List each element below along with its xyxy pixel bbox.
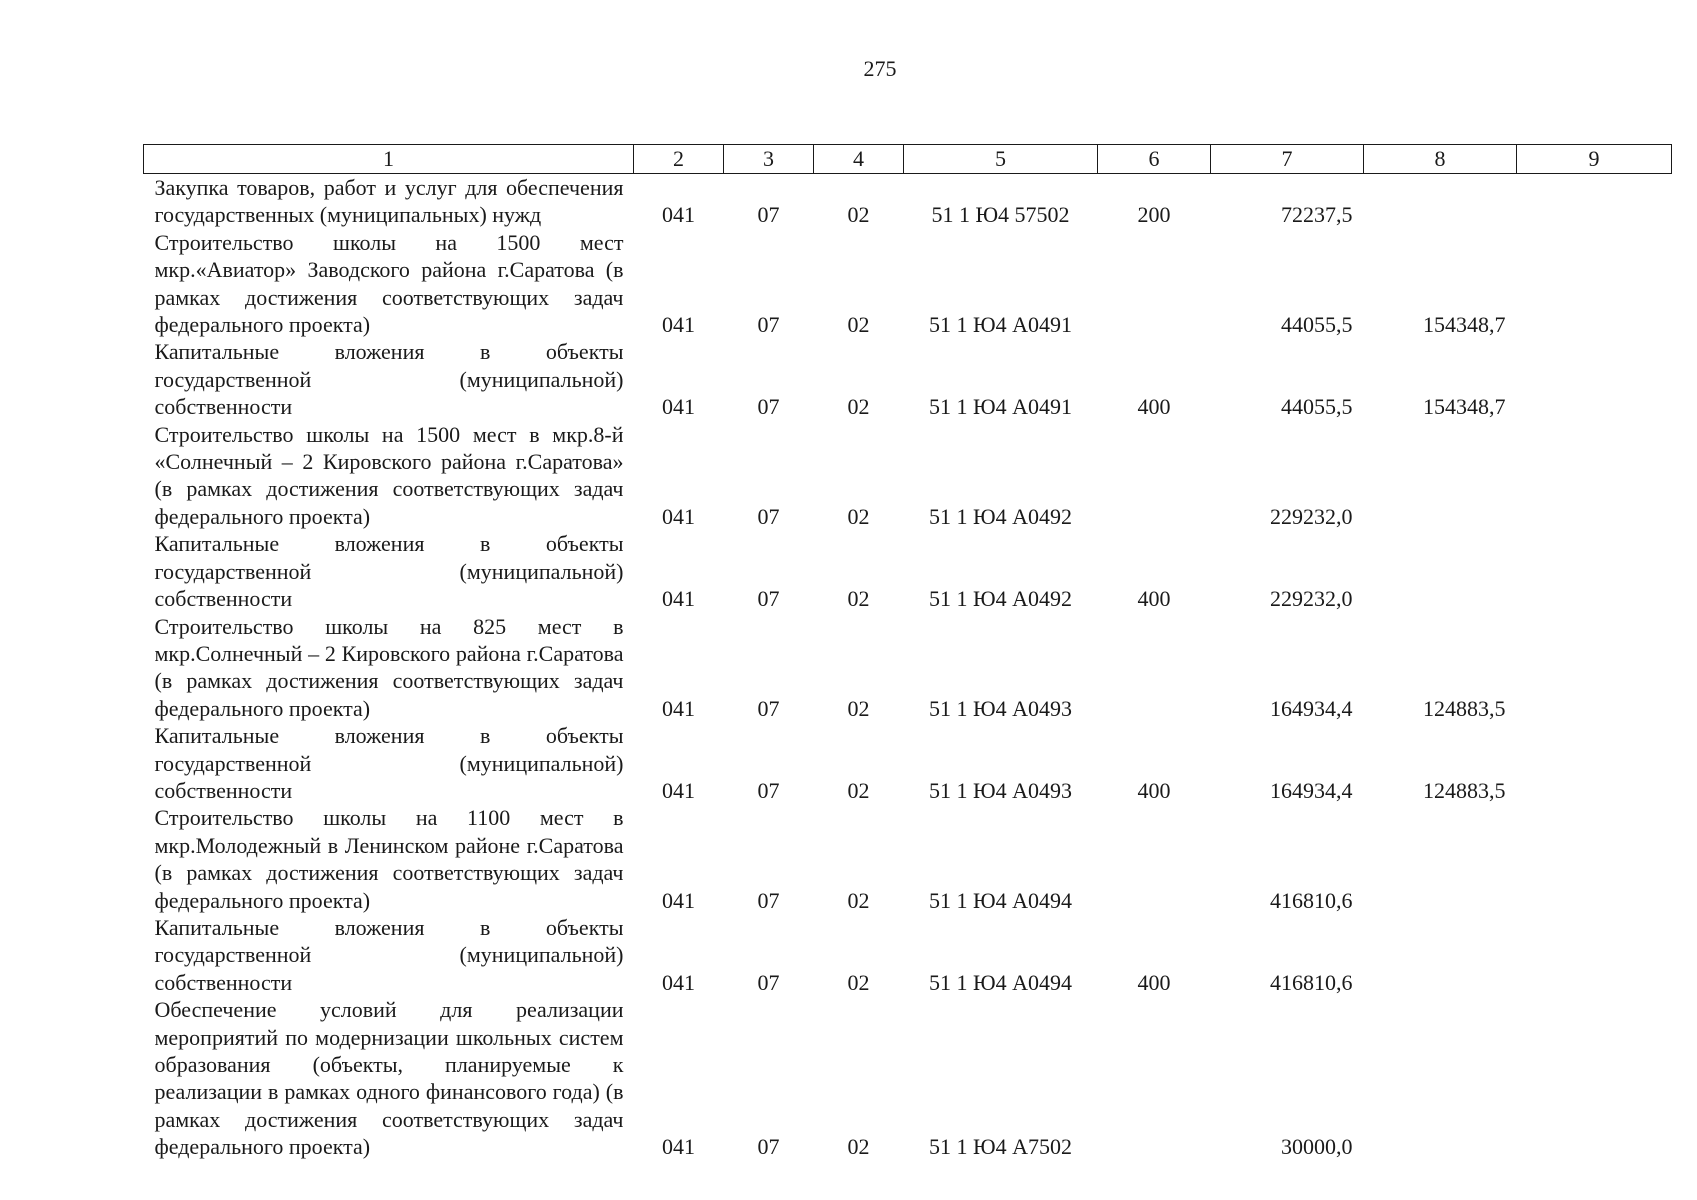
row-amount-col8 xyxy=(1364,804,1517,914)
row-expense-type xyxy=(1098,229,1211,339)
header-col-2: 2 xyxy=(634,145,724,174)
row-subsection-code: 02 xyxy=(847,1134,870,1160)
row-amount-col8 xyxy=(1364,530,1517,612)
row-subsection-code: 02 xyxy=(847,312,870,338)
table-header xyxy=(144,145,1672,174)
table-row xyxy=(144,914,1672,996)
row-section-code: 07 xyxy=(757,695,780,721)
header-col-9: 9 xyxy=(1517,145,1672,174)
row-expense-type: 400 xyxy=(1137,777,1171,803)
row-target-article: 51 1 Ю4 А0491 xyxy=(929,394,1072,420)
row-amount-col8: 124883,5 xyxy=(1423,695,1506,721)
row-amount-col7: 72237,5 xyxy=(1281,202,1353,228)
row-amount-col8 xyxy=(1364,996,1517,1160)
row-ministry-code: 041 xyxy=(662,1134,695,1160)
row-section-code: 07 xyxy=(757,887,780,913)
row-section-code: 07 xyxy=(757,503,780,529)
row-description: Капитальные вложения в объекты государственной (муниципальной) собственности xyxy=(154,339,624,420)
row-section-code: 07 xyxy=(757,394,780,420)
row-amount-col9 xyxy=(1517,996,1672,1160)
row-amount-col8: 154348,7 xyxy=(1423,394,1506,420)
row-subsection-code: 02 xyxy=(847,394,870,420)
row-description: Капитальные вложения в объекты государственной (муниципальной) собственности xyxy=(154,914,624,995)
header-col-4: 4 xyxy=(814,145,904,174)
header-col-7: 7 xyxy=(1211,145,1364,174)
row-expense-type xyxy=(1098,996,1211,1160)
row-subsection-code: 02 xyxy=(847,777,870,803)
row-description: Обеспечение условий для реализации мероприятий по модернизации школьных систем образования (объекты, планируемые к реализации в рамках одного финансового года) (в рамках достижения соответствующих задач федерального проекта) xyxy=(154,997,624,1160)
header-col-5: 5 xyxy=(904,145,1098,174)
row-ministry-code: 041 xyxy=(662,586,695,612)
table-row xyxy=(144,722,1672,804)
table-row xyxy=(144,530,1672,612)
row-amount-col9 xyxy=(1517,530,1672,612)
row-amount-col9 xyxy=(1517,174,1672,229)
row-ministry-code: 041 xyxy=(662,394,695,420)
row-section-code: 07 xyxy=(757,969,780,995)
row-amount-col7: 44055,5 xyxy=(1281,394,1353,420)
row-subsection-code: 02 xyxy=(847,503,870,529)
table-body xyxy=(144,174,1672,1161)
row-expense-type: 200 xyxy=(1137,202,1171,228)
table-row xyxy=(144,996,1672,1160)
row-section-code: 07 xyxy=(757,586,780,612)
row-target-article: 51 1 Ю4 57502 xyxy=(931,202,1070,228)
row-amount-col8 xyxy=(1364,174,1517,229)
row-subsection-code: 02 xyxy=(847,202,870,228)
row-amount-col7: 416810,6 xyxy=(1270,887,1353,913)
row-amount-col7: 164934,4 xyxy=(1270,777,1353,803)
table-row xyxy=(144,338,1672,420)
row-expense-type: 400 xyxy=(1137,969,1171,995)
row-amount-col9 xyxy=(1517,338,1672,420)
budget-table xyxy=(143,144,1672,1161)
header-col-3: 3 xyxy=(724,145,814,174)
row-amount-col7: 229232,0 xyxy=(1270,586,1353,612)
row-amount-col7: 30000,0 xyxy=(1281,1134,1353,1160)
row-description: Строительство школы на 1500 мест в мкр.8-й «Солнечный – 2 Кировского района г.Саратова» (в рамках достижения соответствующих задач федерального проекта) xyxy=(154,421,624,529)
row-amount-col9 xyxy=(1517,421,1672,531)
row-subsection-code: 02 xyxy=(847,887,870,913)
table-row xyxy=(144,804,1672,914)
row-description: Закупка товаров, работ и услуг для обеспечения государственных (муниципальных) нужд xyxy=(154,175,624,228)
row-ministry-code: 041 xyxy=(662,312,695,338)
row-description: Капитальные вложения в объекты государственной (муниципальной) собственности xyxy=(154,723,624,803)
table-row xyxy=(144,174,1672,229)
row-description: Строительство школы на 1500 мест мкр.«Авиатор» Заводского района г.Саратова (в рамках достижения соответствующих задач федерального проекта) xyxy=(154,229,624,338)
row-amount-col8 xyxy=(1364,914,1517,996)
row-amount-col8: 124883,5 xyxy=(1423,777,1506,803)
header-col-6: 6 xyxy=(1098,145,1211,174)
row-target-article: 51 1 Ю4 А0491 xyxy=(929,312,1072,338)
row-description: Капитальные вложения в объекты государственной (муниципальной) собственности xyxy=(154,531,624,612)
row-section-code: 07 xyxy=(757,1134,780,1160)
row-section-code: 07 xyxy=(757,202,780,228)
header-col-8: 8 xyxy=(1364,145,1517,174)
row-target-article: 51 1 Ю4 А0494 xyxy=(929,969,1072,995)
table-row xyxy=(144,421,1672,531)
row-expense-type: 400 xyxy=(1137,586,1171,612)
row-ministry-code: 041 xyxy=(662,503,695,529)
row-target-article: 51 1 Ю4 А0492 xyxy=(929,503,1072,529)
table-row xyxy=(144,613,1672,723)
row-ministry-code: 041 xyxy=(662,202,695,228)
row-amount-col9 xyxy=(1517,229,1672,339)
row-description: Строительство школы на 1100 мест в мкр.Молодежный в Ленинском районе г.Саратова (в рамках достижения соответствующих задач федерального проекта) xyxy=(154,805,624,913)
row-target-article: 51 1 Ю4 А0493 xyxy=(929,777,1072,803)
row-description: Строительство школы на 825 мест в мкр.Солнечный – 2 Кировского района г.Саратова (в рамках достижения соответствующих задач федерального проекта) xyxy=(154,613,624,721)
row-amount-col7: 164934,4 xyxy=(1270,695,1353,721)
row-ministry-code: 041 xyxy=(662,969,695,995)
row-amount-col9 xyxy=(1517,613,1672,723)
row-expense-type xyxy=(1098,804,1211,914)
table-row xyxy=(144,229,1672,339)
row-expense-type: 400 xyxy=(1137,394,1171,420)
row-subsection-code: 02 xyxy=(847,695,870,721)
header-col-1: 1 xyxy=(144,145,634,174)
row-ministry-code: 041 xyxy=(662,777,695,803)
row-section-code: 07 xyxy=(757,312,780,338)
header-row xyxy=(144,145,1672,174)
row-ministry-code: 041 xyxy=(662,695,695,721)
row-target-article: 51 1 Ю4 А0492 xyxy=(929,586,1072,612)
row-amount-col8: 154348,7 xyxy=(1423,312,1506,338)
row-section-code: 07 xyxy=(757,777,780,803)
row-amount-col8 xyxy=(1364,421,1517,531)
row-amount-col7: 44055,5 xyxy=(1281,312,1353,338)
row-expense-type xyxy=(1098,421,1211,531)
row-amount-col9 xyxy=(1517,722,1672,804)
page-number: 275 xyxy=(863,56,897,81)
row-amount-col7: 229232,0 xyxy=(1270,503,1353,529)
row-target-article: 51 1 Ю4 А0493 xyxy=(929,695,1072,721)
row-subsection-code: 02 xyxy=(847,969,870,995)
row-target-article: 51 1 Ю4 А0494 xyxy=(929,887,1072,913)
row-ministry-code: 041 xyxy=(662,887,695,913)
row-amount-col7: 416810,6 xyxy=(1270,969,1353,995)
row-subsection-code: 02 xyxy=(847,586,870,612)
row-expense-type xyxy=(1098,613,1211,723)
row-target-article: 51 1 Ю4 А7502 xyxy=(929,1134,1072,1160)
row-amount-col9 xyxy=(1517,914,1672,996)
row-amount-col9 xyxy=(1517,804,1672,914)
